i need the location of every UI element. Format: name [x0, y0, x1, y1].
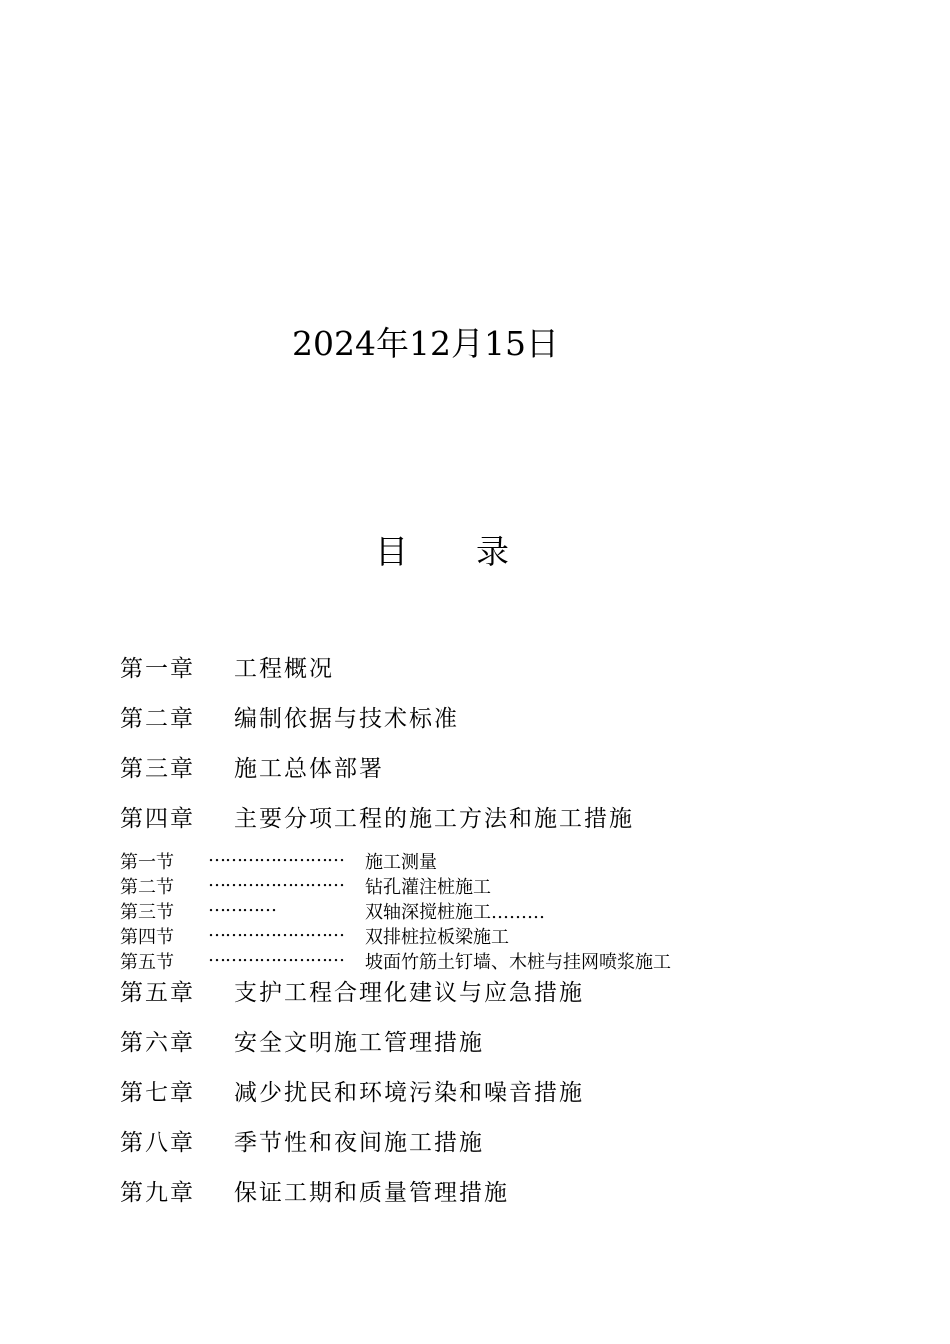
- section-title: 双轴深搅桩施工: [365, 902, 491, 923]
- dot-leader: …………: [208, 895, 276, 916]
- chapter-number: 第三章: [120, 756, 195, 782]
- section-title: 施工测量: [365, 852, 437, 873]
- toc-chapter-4[interactable]: [120, 804, 634, 834]
- chapter-title: 季节性和夜间施工措施: [234, 1130, 484, 1156]
- toc-title: [375, 530, 509, 574]
- chapter-number: 第四章: [120, 806, 195, 832]
- chapter-number: 第一章: [120, 656, 195, 682]
- section-title: 钻孔灌注桩施工: [365, 877, 491, 898]
- chapter-number: 第五章: [120, 980, 195, 1006]
- chapter-title: 保证工期和质量管理措施: [234, 1180, 509, 1206]
- toc-chapter-2[interactable]: [120, 704, 459, 734]
- dot-leader: ……………………: [208, 870, 344, 891]
- chapter-title: 施工总体部署: [234, 756, 384, 782]
- cover-date: 2024年12月15日: [292, 324, 559, 363]
- toc-section-5[interactable]: [120, 943, 671, 975]
- chapter-number: 第六章: [120, 1030, 195, 1056]
- dot-trail: ………: [491, 902, 545, 923]
- chapter-number: 第八章: [120, 1130, 195, 1156]
- chapter-title: 工程概况: [234, 656, 334, 682]
- chapter-title: 减少扰民和环境污染和噪音措施: [234, 1080, 584, 1106]
- section-title: 双排桩拉板梁施工: [365, 927, 509, 948]
- toc-title-part1: 目: [375, 532, 408, 571]
- section-number: 第五节: [120, 952, 174, 973]
- section-number: 第二节: [120, 877, 174, 898]
- section-number: 第四节: [120, 927, 174, 948]
- toc-chapter-3[interactable]: [120, 754, 384, 784]
- toc-chapter-9[interactable]: [120, 1178, 509, 1208]
- chapter-title: 安全文明施工管理措施: [234, 1030, 484, 1056]
- section-number: 第三节: [120, 902, 174, 923]
- section-title: 坡面竹筋土钉墙、木桩与挂网喷浆施工: [365, 952, 671, 973]
- chapter-number: 第九章: [120, 1180, 195, 1206]
- dot-leader: ……………………: [208, 845, 344, 866]
- toc-chapter-5[interactable]: [120, 978, 584, 1008]
- section-number: 第一节: [120, 852, 174, 873]
- chapter-number: 第二章: [120, 706, 195, 732]
- dot-leader: ……………………: [208, 920, 344, 941]
- toc-title-part2: 录: [476, 532, 509, 571]
- chapter-title: 编制依据与技术标准: [234, 706, 459, 732]
- toc-chapter-1[interactable]: [120, 654, 334, 684]
- toc-chapter-6[interactable]: [120, 1028, 484, 1058]
- chapter-title: 支护工程合理化建议与应急措施: [234, 980, 584, 1006]
- toc-chapter-8[interactable]: [120, 1128, 484, 1158]
- dot-leader: ……………………: [208, 945, 344, 966]
- chapter-number: 第七章: [120, 1080, 195, 1106]
- toc-chapter-7[interactable]: [120, 1078, 584, 1108]
- chapter-title: 主要分项工程的施工方法和施工措施: [234, 806, 634, 832]
